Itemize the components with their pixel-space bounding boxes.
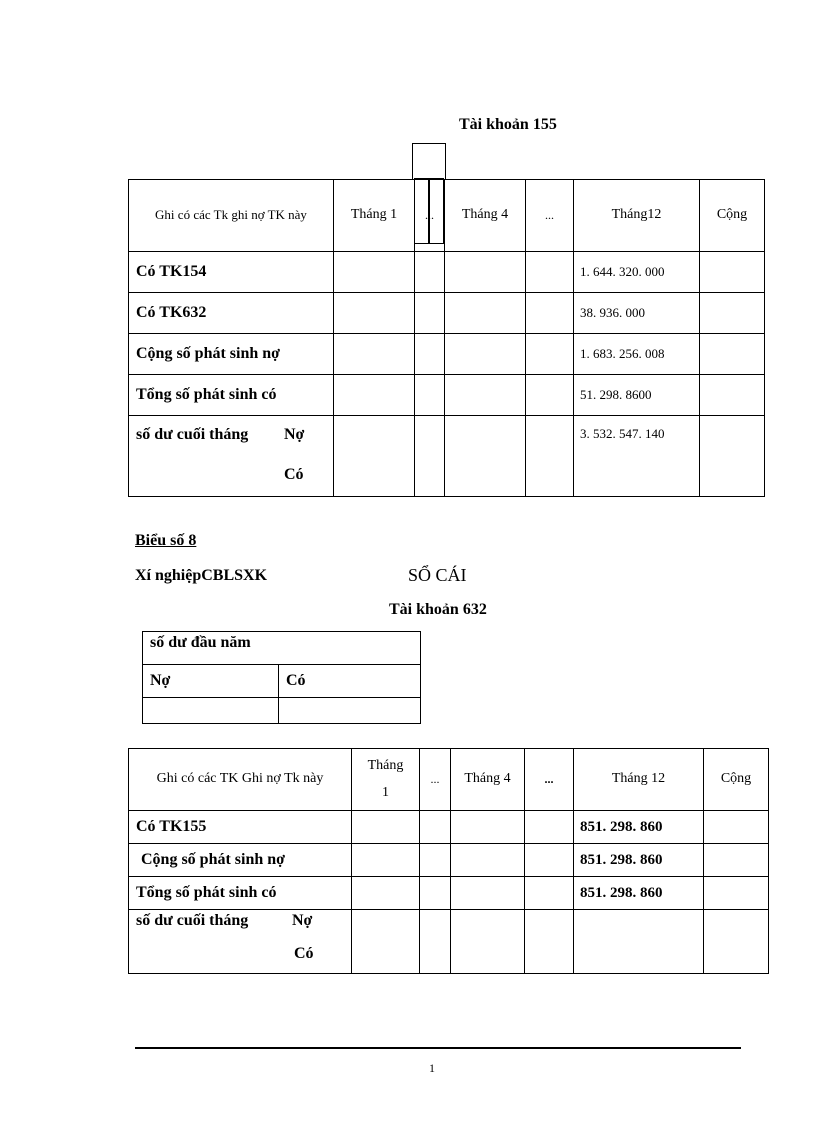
row-label: Tổng số phát sinh có [129,375,334,416]
row-value: 38. 936. 000 [574,293,700,334]
table-row [129,375,765,416]
form-number: Biểu số 8 [135,532,197,549]
balance-credit: Có [294,945,314,962]
balance-label: số dư cuối tháng [136,426,249,443]
header-ellipsis: ... [526,180,574,252]
header-total: Cộng [704,749,769,811]
row-value: 51. 298. 8600 [574,375,700,416]
header-month-12: Tháng12 [574,180,700,252]
header-month-1: Tháng 1 [352,749,420,811]
table-row [129,910,769,974]
table1-title: Tài khoản 155 [459,116,557,133]
row-value: 3. 532. 547. 140 [574,416,700,497]
header-month-4: Tháng 4 [445,180,526,252]
header-month-1: Tháng 1 [334,180,415,252]
header-month-12: Tháng 12 [574,749,704,811]
balance-debit: Nợ [292,912,313,929]
page-number: 1 [429,1061,435,1075]
stray-box [412,143,446,180]
table-row [129,877,769,910]
header-account: Ghi có các Tk ghi nợ TK này [129,180,334,252]
opening-debit: Nợ [143,665,279,698]
balance-cell [129,416,334,497]
company-name: Xí nghiệpCBLSXK [135,567,268,584]
table-row [129,334,765,375]
row-label: Cộng số phát sinh nợ [129,334,334,375]
table-row [129,844,769,877]
opening-credit: Có [279,665,421,698]
balance-cell [129,910,352,974]
row-value: 851. 298. 860 [574,877,704,910]
ledger-table-155 [128,179,765,497]
table-row [129,252,765,293]
row-label: Cộng số phát sinh nợ [129,844,352,877]
row-label: Có TK154 [129,252,334,293]
header-account: Ghi có các TK Ghi nợ Tk này [129,749,352,811]
balance-debit: Nợ [284,426,305,443]
header-ellipsis: ... [525,749,574,811]
row-value: 851. 298. 860 [574,811,704,844]
footer-rule [135,1047,741,1049]
header-total: Cộng [700,180,765,252]
balance-label: số dư cuối tháng [136,912,249,929]
table-row [129,811,769,844]
opening-balance-table [142,631,421,724]
row-label: Có TK632 [129,293,334,334]
account-title: Tài khoản 632 [389,601,487,618]
header-ellipsis: ... [415,180,445,252]
row-value: 1. 644. 320. 000 [574,252,700,293]
table-row [129,293,765,334]
row-value: 851. 298. 860 [574,844,704,877]
row-value: 1. 683. 256. 008 [574,334,700,375]
balance-credit: Có [284,466,304,483]
table-row [129,416,765,497]
header-month-4: Tháng 4 [451,749,525,811]
header-ellipsis: ... [420,749,451,811]
book-title: SỔ CÁI [408,565,467,585]
row-label: Có TK155 [129,811,352,844]
ledger-table-632 [128,748,769,974]
opening-label: số dư đầu năm [143,632,421,665]
row-label: Tổng số phát sinh có [129,877,352,910]
